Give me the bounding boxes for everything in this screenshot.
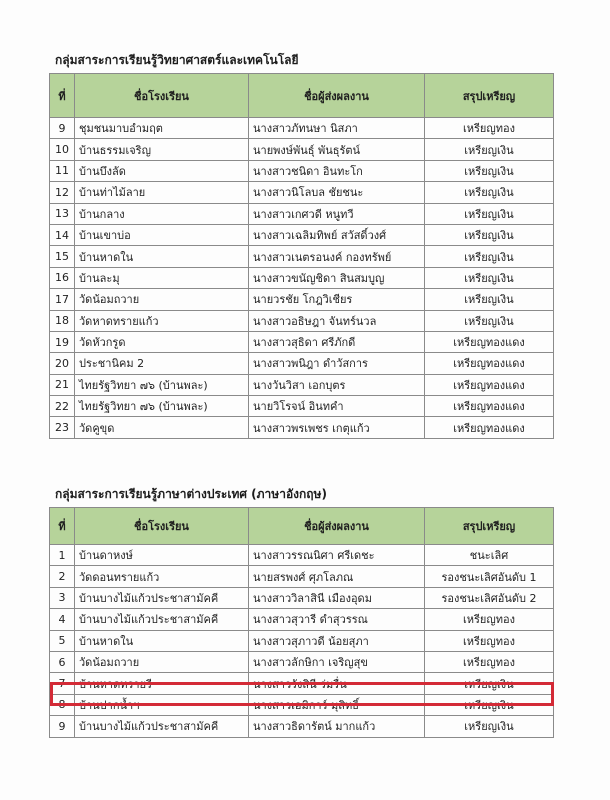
submitter-name: นางสาวชนิดา อินทะโก xyxy=(249,160,425,181)
school-name: วัดน้อมถวาย xyxy=(75,289,249,310)
row-number: 23 xyxy=(50,417,75,438)
medal-result: เหรียญเงิน xyxy=(425,694,554,715)
medal-result: เหรียญเงิน xyxy=(425,246,554,267)
medal-result: เหรียญเงิน xyxy=(425,203,554,224)
row-number: 9 xyxy=(50,716,75,737)
medal-result: เหรียญเงิน xyxy=(425,160,554,181)
header-medal: สรุปเหรียญ xyxy=(425,74,554,118)
school-name: บ้านละมุ xyxy=(75,267,249,288)
medal-result: เหรียญเงิน xyxy=(425,289,554,310)
row-number: 9 xyxy=(50,118,75,139)
school-name: บ้านหาดใน xyxy=(75,246,249,267)
medal-result: เหรียญทอง xyxy=(425,609,554,630)
table-row xyxy=(50,566,554,587)
school-name: บ้านดาหงษ์ xyxy=(75,545,249,566)
medal-result: เหรียญทองแดง xyxy=(425,353,554,374)
submitter-name: นางสาวสุธิดา ศรีภักดี xyxy=(249,331,425,352)
science-results-table xyxy=(49,73,554,439)
table-row xyxy=(50,310,554,331)
section-title-english: กลุ่มสาระการเรียนรู้ภาษาต่างประเทศ (ภาษาอังกฤษ) xyxy=(55,487,327,501)
row-number: 1 xyxy=(50,545,75,566)
submitter-name: นางสาวสุวารี ดำสุวรรณ xyxy=(249,609,425,630)
medal-result: รองชนะเลิศอันดับ 1 xyxy=(425,566,554,587)
school-name: วัดดอนทรายแก้ว xyxy=(75,566,249,587)
school-name: วัดน้อมถวาย xyxy=(75,651,249,672)
school-name: บ้านท่าไม้ลาย xyxy=(75,182,249,203)
medal-result: ชนะเลิศ xyxy=(425,545,554,566)
medal-result: เหรียญทอง xyxy=(425,630,554,651)
submitter-name: นายสรพงศ์ ศุภโลภณ xyxy=(249,566,425,587)
submitter-name: นางสาววิลาสินี เมืองอุดม xyxy=(249,587,425,608)
school-name: ชุมชนมาบอำมฤต xyxy=(75,118,249,139)
school-name: บ้านบึงลัด xyxy=(75,160,249,181)
row-number: 15 xyxy=(50,246,75,267)
row-number: 18 xyxy=(50,310,75,331)
school-name: วัดหัวกรูด xyxy=(75,331,249,352)
row-number: 2 xyxy=(50,566,75,587)
school-name: วัดคูขุด xyxy=(75,417,249,438)
row-number: 19 xyxy=(50,331,75,352)
submitter-name: นางสาวพนิฎา ดำวัสการ xyxy=(249,353,425,374)
medal-result: เหรียญทองแดง xyxy=(425,374,554,395)
table-row xyxy=(50,139,554,160)
row-number: 7 xyxy=(50,673,75,694)
table-row xyxy=(50,651,554,672)
medal-result: เหรียญเงิน xyxy=(425,310,554,331)
medal-result: เหรียญทองแดง xyxy=(425,331,554,352)
submitter-name: นางสาวสุภาวดี น้อยสุภา xyxy=(249,630,425,651)
school-name: ประชานิคม 2 xyxy=(75,353,249,374)
row-number: 16 xyxy=(50,267,75,288)
submitter-name: นายวิโรจน์ อินทคำ xyxy=(249,396,425,417)
medal-result: เหรียญเงิน xyxy=(425,716,554,737)
school-name: ไทยรัฐวิทยา ๗๖ (บ้านพละ) xyxy=(75,396,249,417)
row-number: 6 xyxy=(50,651,75,672)
submitter-name: นางสาวรรณนิศา ศรีเดชะ xyxy=(249,545,425,566)
row-number: 11 xyxy=(50,160,75,181)
table-row xyxy=(50,267,554,288)
submitter-name: นางสาวเอมิการ์ มุสิทธิ์ xyxy=(249,694,425,715)
table-row xyxy=(50,374,554,395)
table-header-row xyxy=(50,508,554,545)
table-row xyxy=(50,630,554,651)
medal-result: เหรียญทอง xyxy=(425,118,554,139)
row-number: 5 xyxy=(50,630,75,651)
submitter-name: นางสาวเกศวดี หนูทวี xyxy=(249,203,425,224)
table-row xyxy=(50,246,554,267)
school-name: บ้านปากน้ำฯ xyxy=(75,694,249,715)
medal-result: เหรียญทอง xyxy=(425,651,554,672)
submitter-name: นางสาวเนตรอนงค์ กองทรัพย์ xyxy=(249,246,425,267)
submitter-name: นางสาวธิดารัตน์ มากแก้ว xyxy=(249,716,425,737)
header-school: ชื่อโรงเรียน xyxy=(75,74,249,118)
table-row xyxy=(50,609,554,630)
medal-result: เหรียญเงิน xyxy=(425,182,554,203)
table-row xyxy=(50,716,554,737)
row-number: 4 xyxy=(50,609,75,630)
medal-result: เหรียญเงิน xyxy=(425,224,554,245)
medal-result: รองชนะเลิศอันดับ 2 xyxy=(425,587,554,608)
school-name: บ้านหาดทรายรี xyxy=(75,673,249,694)
submitter-name: นายวรชัย โกฎวิเชียร xyxy=(249,289,425,310)
table-row xyxy=(50,331,554,352)
school-name: บ้านกลาง xyxy=(75,203,249,224)
header-submitter: ชื่อผู้ส่งผลงาน xyxy=(249,508,425,545)
submitter-name: นายพงษ์พันธุ์ พันธุรัตน์ xyxy=(249,139,425,160)
school-name: บ้านหาดใน xyxy=(75,630,249,651)
medal-result: เหรียญเงิน xyxy=(425,673,554,694)
school-name: บ้านบางไม้แก้วประชาสามัคคี xyxy=(75,587,249,608)
table-row xyxy=(50,118,554,139)
header-submitter: ชื่อผู้ส่งผลงาน xyxy=(249,74,425,118)
row-number: 12 xyxy=(50,182,75,203)
submitter-name: นางสาวรังสินี ร่มรื่น xyxy=(249,673,425,694)
submitter-name: นางสาวพรเพชร เกตุแก้ว xyxy=(249,417,425,438)
row-number: 14 xyxy=(50,224,75,245)
submitter-name: นางสาวเฉลิมทิพย์ สวัสดิ์วงศ์ xyxy=(249,224,425,245)
row-number: 10 xyxy=(50,139,75,160)
submitter-name: นางสาวขนัญชิดา สินสมบูญ xyxy=(249,267,425,288)
medal-result: เหรียญทองแดง xyxy=(425,396,554,417)
table-row xyxy=(50,353,554,374)
row-number: 8 xyxy=(50,694,75,715)
table-row xyxy=(50,587,554,608)
english-results-table xyxy=(49,507,554,738)
table-row xyxy=(50,182,554,203)
table-row xyxy=(50,417,554,438)
table-row xyxy=(50,694,554,715)
table-row xyxy=(50,545,554,566)
school-name: บ้านบางไม้แก้วประชาสามัคคี xyxy=(75,609,249,630)
header-medal: สรุปเหรียญ xyxy=(425,508,554,545)
school-name: ไทยรัฐวิทยา ๗๖ (บ้านพละ) xyxy=(75,374,249,395)
row-number: 21 xyxy=(50,374,75,395)
table-row xyxy=(50,396,554,417)
medal-result: เหรียญทองแดง xyxy=(425,417,554,438)
submitter-name: นางสาวลักษิกา เจริญสุข xyxy=(249,651,425,672)
submitter-name: นางสาวนิโลบล ชัยชนะ xyxy=(249,182,425,203)
table-row xyxy=(50,203,554,224)
header-no: ที่ xyxy=(50,508,75,545)
header-school: ชื่อโรงเรียน xyxy=(75,508,249,545)
row-number: 17 xyxy=(50,289,75,310)
table-header-row xyxy=(50,74,554,118)
submitter-name: นางวันวิสา เอกบุตร xyxy=(249,374,425,395)
table-row xyxy=(50,673,554,694)
school-name: บ้านเขาบ่อ xyxy=(75,224,249,245)
submitter-name: นางสาวอธิษฎา จันทร์นวล xyxy=(249,310,425,331)
row-number: 3 xyxy=(50,587,75,608)
medal-result: เหรียญเงิน xyxy=(425,139,554,160)
section-title-science: กลุ่มสาระการเรียนรู้วิทยาศาสตร์และเทคโนโลยี xyxy=(55,53,299,67)
row-number: 20 xyxy=(50,353,75,374)
school-name: บ้านธรรมเจริญ xyxy=(75,139,249,160)
table-row xyxy=(50,224,554,245)
school-name: บ้านบางไม้แก้วประชาสามัคคี xyxy=(75,716,249,737)
medal-result: เหรียญเงิน xyxy=(425,267,554,288)
table-row xyxy=(50,160,554,181)
row-number: 13 xyxy=(50,203,75,224)
header-no: ที่ xyxy=(50,74,75,118)
submitter-name: นางสาวภัทนษา นิสภา xyxy=(249,118,425,139)
row-number: 22 xyxy=(50,396,75,417)
school-name: วัดหาดทรายแก้ว xyxy=(75,310,249,331)
table-row xyxy=(50,289,554,310)
